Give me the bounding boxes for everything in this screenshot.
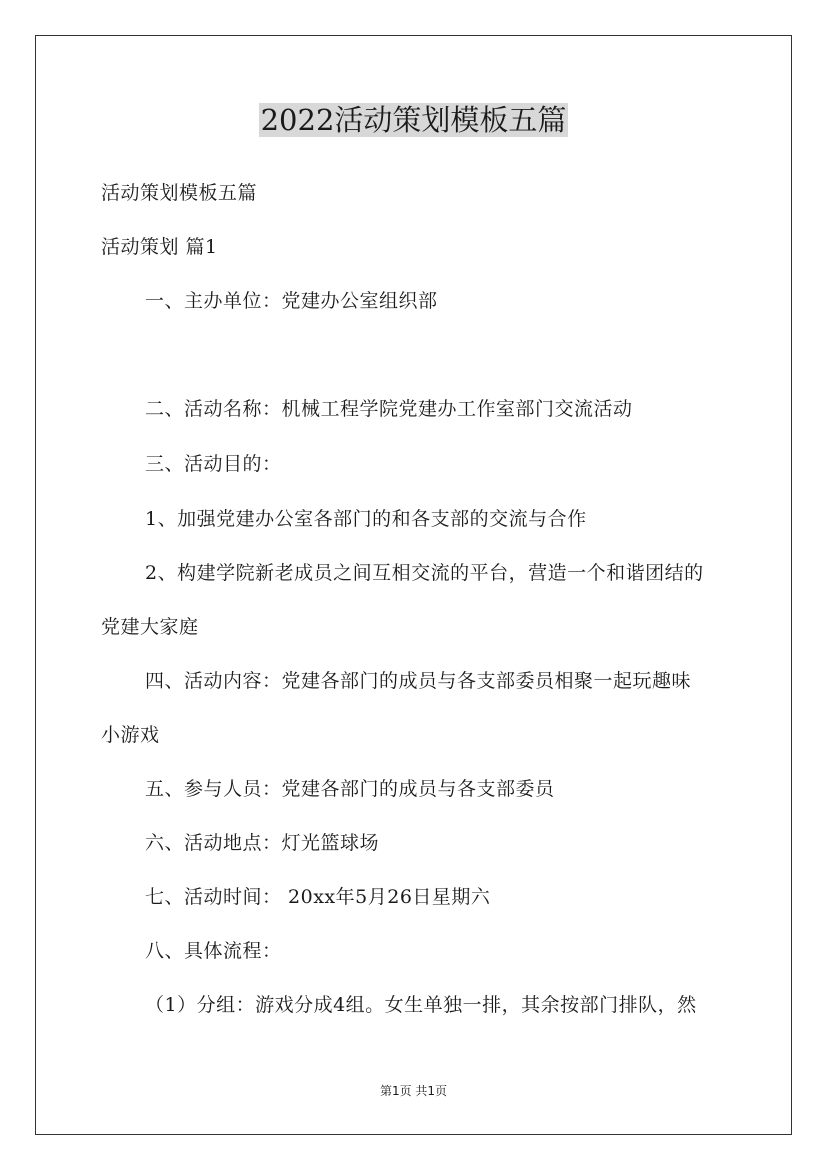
paragraph-organizer: 一、主办单位：党建办公室组织部 [145,290,438,312]
paragraph-purpose-heading: 三、活动目的： [145,453,282,475]
paragraph-procedure-heading: 八、具体流程： [145,940,282,962]
paragraph-participants: 五、参与人员：党建各部门的成员与各支部委员 [145,778,555,800]
page-footer: 第1页 共1页 [379,1084,448,1098]
document-title [0,100,827,140]
document-title-text: 2022活动策划模板五篇 [260,103,567,137]
section-heading: 活动策划 篇1 [101,236,218,258]
paragraph-activity-name: 二、活动名称：机械工程学院党建办工作室部门交流活动 [145,398,633,420]
paragraph-location: 六、活动地点：灯光篮球场 [145,832,380,854]
document-subtitle: 活动策划模板五篇 [101,182,258,204]
paragraph-time: 七、活动时间： 20xx年5月26日星期六 [145,886,491,908]
paragraph-content: 四、活动内容：党建各部门的成员与各支部委员相聚一起玩趣味 [145,670,692,692]
paragraph-procedure-1: （1）分组：游戏分成4组。女生单独一排，其余按部门排队，然 [145,994,697,1016]
paragraph-content-continued: 小游戏 [101,724,160,746]
paragraph-purpose-2: 2、构建学院新老成员之间互相交流的平台，营造一个和谐团结的 [145,562,704,584]
paragraph-purpose-2-continued: 党建大家庭 [101,616,199,638]
paragraph-purpose-1: 1、加强党建办公室各部门的和各支部的交流与合作 [145,508,587,530]
